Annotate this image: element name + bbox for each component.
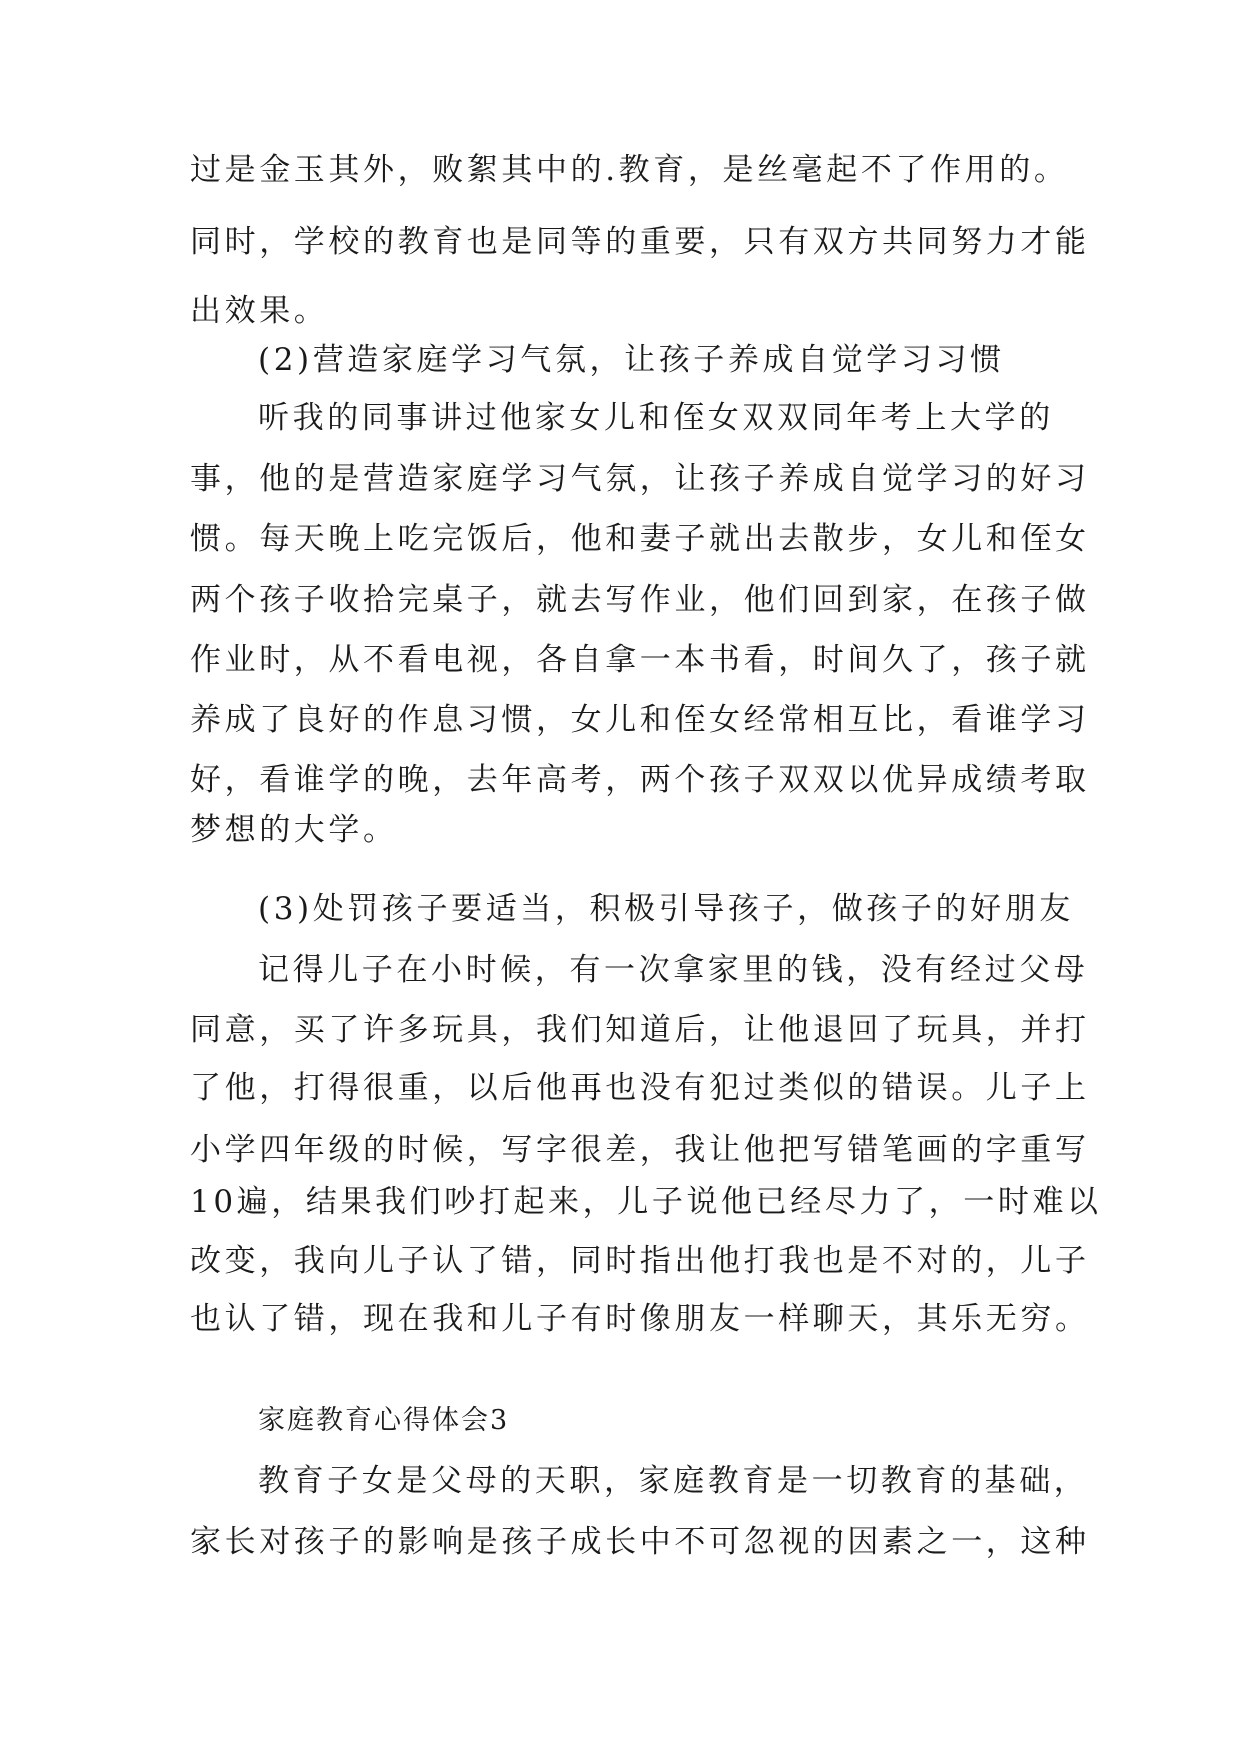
text-line: 记得儿子在小时候，有一次拿家里的钱，没有经过父母 [258,952,1089,988]
text-line: 好，看谁学的晚，去年高考，两个孩子双双以优异成绩考取 [190,762,1090,798]
text-line: 家长对孩子的影响是孩子成长中不可忽视的因素之一，这种 [190,1524,1090,1560]
text-line: 同时，学校的教育也是同等的重要，只有双方共同努力才能 [190,224,1090,260]
section-heading: (2)营造家庭学习气氛，让孩子养成自觉学习习惯 [258,342,1005,378]
section-title: 家庭教育心得体会3 [258,1405,510,1436]
text-line: 过是金玉其外，败絮其中的.教育，是丝毫起不了作用的。 [190,152,1069,188]
text-line: 养成了良好的作息习惯，女儿和侄女经常相互比，看谁学习 [190,702,1090,738]
text-line: 同意，买了许多玩具，我们知道后，让他退回了玩具，并打 [190,1012,1090,1048]
text-line: 出效果。 [190,293,329,329]
text-line: 了他，打得很重，以后他再也没有犯过类似的错误。儿子上 [190,1070,1090,1106]
text-line: 作业时，从不看电视，各自拿一本书看，时间久了，孩子就 [190,642,1090,678]
text-line: 10遍，结果我们吵打起来，儿子说他已经尽力了，一时难以 [190,1184,1102,1220]
text-line: 也认了错，现在我和儿子有时像朋友一样聊天，其乐无穷。 [190,1301,1090,1337]
text-line: 小学四年级的时候，写字很差，我让他把写错笔画的字重写 [190,1132,1090,1168]
text-line: 听我的同事讲过他家女儿和侄女双双同年考上大学的 [258,400,1054,436]
text-line: 教育子女是父母的天职，家庭教育是一切教育的基础， [258,1463,1089,1499]
text-line: 惯。每天晚上吃完饭后，他和妻子就出去散步，女儿和侄女 [190,521,1090,557]
section-heading: (3)处罚孩子要适当，积极引导孩子，做孩子的好朋友 [258,891,1074,927]
text-line: 两个孩子收拾完桌子，就去写作业，他们回到家，在孩子做 [190,582,1090,618]
text-line: 事，他的是营造家庭学习气氛，让孩子养成自觉学习的好习 [190,461,1090,497]
text-line: 改变，我向儿子认了错，同时指出他打我也是不对的，儿子 [190,1243,1090,1279]
text-line: 梦想的大学。 [190,812,398,848]
